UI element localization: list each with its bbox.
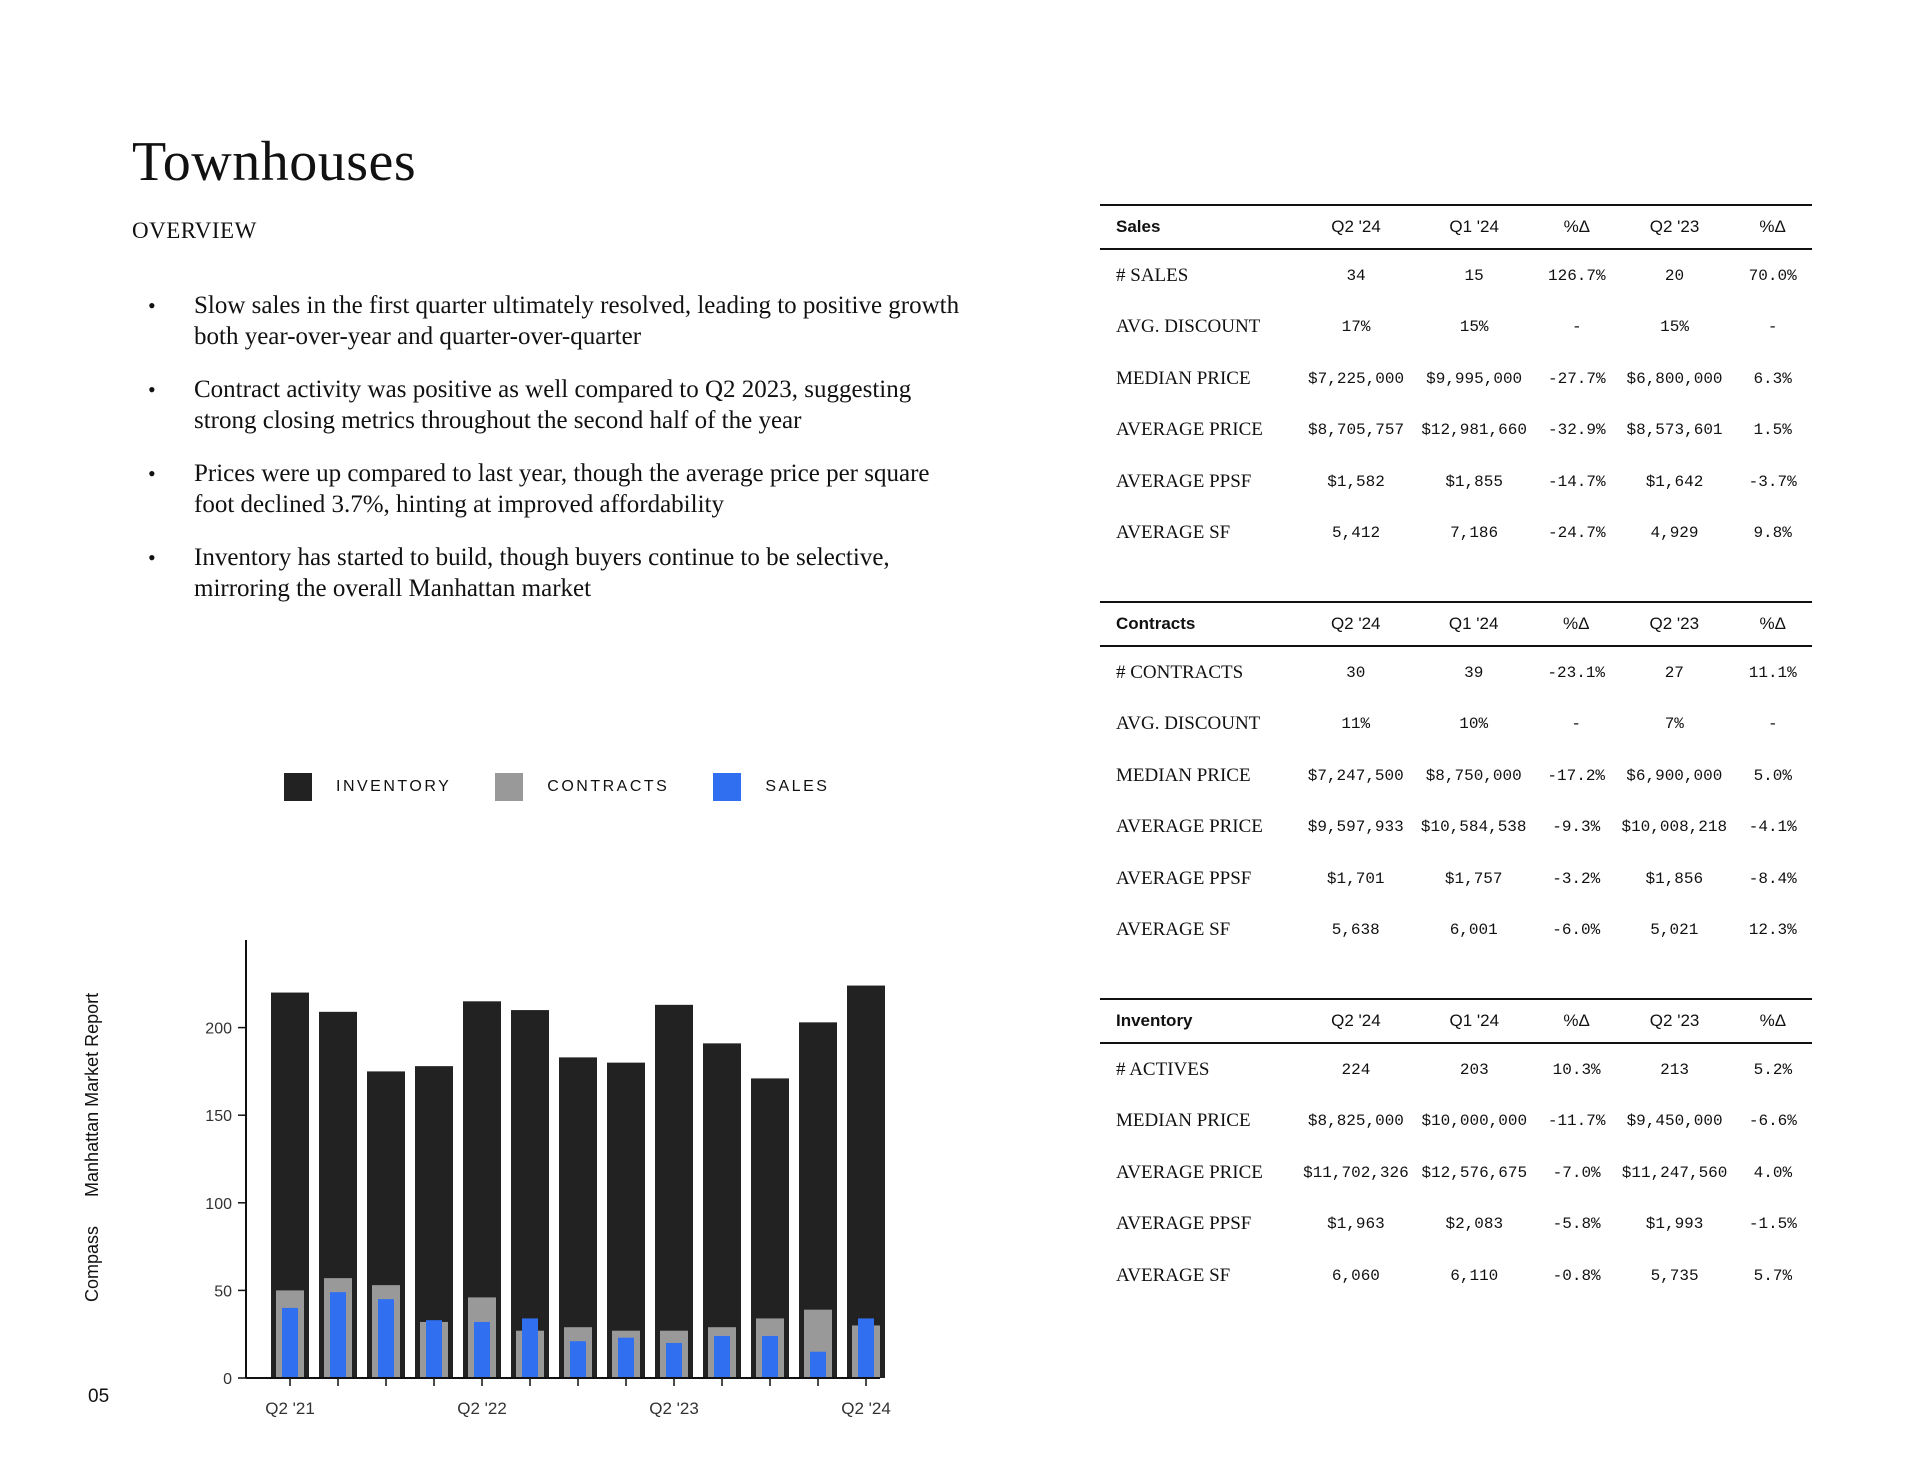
table-cell: $6,900,000 xyxy=(1626,766,1723,785)
table-cell: $11,702,326 xyxy=(1303,1163,1409,1182)
table-cell: - xyxy=(1767,318,1778,337)
table-cell: -3.2% xyxy=(1552,869,1601,888)
table-cell: $1,963 xyxy=(1327,1215,1385,1234)
table-cell: $8,825,000 xyxy=(1307,1112,1404,1131)
table-cell: -9.3% xyxy=(1552,818,1601,837)
table-cell: -24.7% xyxy=(1548,524,1606,543)
overview-bullet-list xyxy=(148,290,968,626)
table-cell: -17.2% xyxy=(1547,766,1606,785)
y-tick-label: 150 xyxy=(205,1108,232,1126)
y-tick-label: 50 xyxy=(214,1283,232,1301)
row-label: # CONTRACTS xyxy=(1116,661,1244,683)
bar-sales xyxy=(570,1341,586,1378)
bar-sales xyxy=(666,1343,682,1378)
table-row xyxy=(1100,249,1812,302)
table-cell: -4.1% xyxy=(1748,818,1797,837)
side-label xyxy=(82,969,103,1302)
table-cell: -5.8% xyxy=(1552,1215,1601,1234)
brand-label: Compass xyxy=(82,1225,102,1302)
chart-legend xyxy=(284,773,873,801)
table-cell: -27.7% xyxy=(1548,369,1606,388)
table-row xyxy=(1100,302,1812,354)
table-row xyxy=(1100,405,1812,457)
table-cell: 39 xyxy=(1464,663,1484,682)
legend-swatch-contracts xyxy=(495,773,523,801)
table-cell: 6,110 xyxy=(1450,1266,1499,1285)
table-cell: $10,584,538 xyxy=(1420,818,1527,837)
bar-sales xyxy=(522,1318,538,1378)
table-cell: - xyxy=(1572,318,1582,337)
bullet-item xyxy=(148,374,968,436)
bullet-dot-icon: • xyxy=(148,293,156,318)
sales-table xyxy=(1100,204,1812,559)
table-header-cell: %Δ xyxy=(1734,602,1812,646)
table-cell: 5,638 xyxy=(1331,921,1380,940)
page-number: 05 xyxy=(88,1386,110,1407)
bullet-item xyxy=(148,458,968,520)
legend-label-contracts: CONTRACTS xyxy=(547,778,670,795)
table-cell: $12,981,660 xyxy=(1421,421,1527,440)
x-tick-label: Q2 '24 xyxy=(841,1399,891,1418)
table-cell: -8.4% xyxy=(1748,869,1797,888)
table-cell: -23.1% xyxy=(1547,663,1606,682)
bullet-text: Slow sales in the first quarter ultimately resolved, leading to positive growth both year-over-year and quarter-over-quarter xyxy=(194,292,960,350)
row-label: AVERAGE SF xyxy=(1116,522,1231,544)
table-cell: 27 xyxy=(1664,663,1684,682)
table-cell: 213 xyxy=(1660,1060,1689,1079)
row-label: AVERAGE PRICE xyxy=(1116,1161,1263,1183)
table-header-cell: Q2 '23 xyxy=(1615,602,1733,646)
legend-item-inventory xyxy=(284,773,451,801)
bullet-text: Contract activity was positive as well compared to Q2 2023, suggesting strong closing metrics throughout the second half of the year xyxy=(194,376,912,434)
row-label: MEDIAN PRICE xyxy=(1116,367,1251,389)
table-cell: 11% xyxy=(1341,715,1371,734)
table-header-cell: Sales xyxy=(1100,205,1302,249)
table-cell: -6.6% xyxy=(1748,1112,1797,1131)
x-tick-label: Q2 '23 xyxy=(649,1399,699,1418)
table-header-cell: %Δ xyxy=(1538,999,1615,1043)
table-cell: -7.0% xyxy=(1552,1163,1601,1182)
table-cell: -32.9% xyxy=(1548,421,1606,440)
bar-sales xyxy=(810,1352,826,1378)
table-header-row xyxy=(1100,205,1812,249)
table-row xyxy=(1100,1043,1812,1096)
bullet-text: Inventory has started to build, though buyers continue to be selective, mirroring the overall Manhattan market xyxy=(194,544,890,602)
table-cell: $9,995,000 xyxy=(1426,369,1523,388)
table-cell: $8,573,601 xyxy=(1626,421,1723,440)
table-row xyxy=(1100,1199,1812,1251)
row-label: MEDIAN PRICE xyxy=(1116,764,1251,786)
bar-sales xyxy=(426,1320,442,1378)
table-cell: $1,855 xyxy=(1445,472,1503,491)
legend-item-contracts xyxy=(495,773,669,801)
table-row xyxy=(1100,508,1812,560)
table-cell: $10,000,000 xyxy=(1421,1112,1528,1131)
table-header-row xyxy=(1100,999,1812,1043)
bar-sales xyxy=(618,1338,634,1378)
x-tick-label: Q2 '21 xyxy=(265,1399,315,1418)
bar-sales xyxy=(858,1318,874,1378)
bullet-text: Prices were up compared to last year, though the average price per square foot declined 3.7%, hinting at improved affordability xyxy=(194,460,930,518)
table-cell: 5,735 xyxy=(1650,1266,1699,1285)
table-cell: $6,800,000 xyxy=(1626,369,1723,388)
table-cell: -0.8% xyxy=(1552,1266,1601,1285)
table-cell: $1,582 xyxy=(1327,472,1385,491)
table-row xyxy=(1100,750,1812,802)
table-cell: $12,576,675 xyxy=(1421,1163,1528,1182)
table-cell: 70.0% xyxy=(1748,266,1797,285)
table-cell: $8,750,000 xyxy=(1425,766,1522,785)
table-cell: $9,597,933 xyxy=(1307,818,1404,837)
contracts-table xyxy=(1100,601,1812,956)
legend-label-inventory: INVENTORY xyxy=(336,778,452,795)
table-cell: $1,757 xyxy=(1444,869,1503,888)
table-cell: 5,412 xyxy=(1332,524,1381,543)
table-cell: 4,929 xyxy=(1650,524,1699,543)
table-cell: $8,705,757 xyxy=(1308,421,1405,440)
table-row xyxy=(1100,853,1812,905)
row-label: AVERAGE PRICE xyxy=(1116,816,1263,838)
x-tick-label: Q2 '22 xyxy=(457,1399,507,1418)
row-label: AVG. DISCOUNT xyxy=(1116,713,1261,735)
table-header-cell: Q2 '24 xyxy=(1301,602,1410,646)
table-cell: $1,701 xyxy=(1326,869,1385,888)
table-cell: 7% xyxy=(1664,715,1684,734)
table-cell: 30 xyxy=(1346,663,1366,682)
y-tick-label: 100 xyxy=(205,1195,232,1213)
table-header-cell: Q1 '24 xyxy=(1410,602,1537,646)
table-cell: -14.7% xyxy=(1548,472,1606,491)
table-header-cell: %Δ xyxy=(1734,999,1812,1043)
bullet-item xyxy=(148,290,968,352)
table-header-cell: Q1 '24 xyxy=(1410,205,1538,249)
table-cell: $10,008,218 xyxy=(1621,818,1728,837)
table-cell: - xyxy=(1767,715,1778,734)
bullet-dot-icon: • xyxy=(148,377,156,402)
table-row xyxy=(1100,802,1812,854)
row-label: AVERAGE PPSF xyxy=(1116,470,1252,492)
table-row xyxy=(1100,699,1812,751)
table-cell: 6,060 xyxy=(1331,1266,1380,1285)
table-cell: 10% xyxy=(1459,715,1489,734)
table-cell: 1.5% xyxy=(1753,421,1792,440)
table-cell: 15 xyxy=(1464,266,1484,285)
table-cell: 5,021 xyxy=(1650,921,1699,940)
y-tick-label: 0 xyxy=(223,1371,232,1388)
table-cell: -3.7% xyxy=(1748,472,1797,491)
legend-label-sales: SALES xyxy=(765,778,830,795)
bar-sales xyxy=(282,1308,298,1378)
row-label: AVG. DISCOUNT xyxy=(1116,316,1261,338)
y-tick-label: 200 xyxy=(205,1020,232,1038)
table-cell: $9,450,000 xyxy=(1626,1112,1723,1131)
row-label: AVERAGE PPSF xyxy=(1116,867,1252,889)
table-cell: 10.3% xyxy=(1552,1060,1601,1079)
table-row xyxy=(1100,1096,1812,1148)
section-subtitle: OVERVIEW xyxy=(132,218,257,243)
table-cell: 12.3% xyxy=(1748,921,1797,940)
row-label: AVERAGE PPSF xyxy=(1116,1213,1252,1235)
table-header-cell: Q2 '23 xyxy=(1615,999,1733,1043)
bar-sales xyxy=(330,1292,346,1378)
table-cell: 224 xyxy=(1341,1060,1371,1079)
table-header-cell: Q2 '24 xyxy=(1301,999,1411,1043)
table-cell: $7,225,000 xyxy=(1308,369,1405,388)
legend-swatch-sales xyxy=(713,773,741,801)
row-label: AVERAGE SF xyxy=(1116,919,1231,941)
row-label: # ACTIVES xyxy=(1116,1058,1210,1080)
table-cell: 5.0% xyxy=(1753,766,1792,785)
table-cell: 6,001 xyxy=(1449,921,1498,940)
table-row xyxy=(1100,353,1812,405)
table-row xyxy=(1100,646,1812,699)
table-cell: $1,856 xyxy=(1645,869,1704,888)
table-header-cell: %Δ xyxy=(1537,602,1615,646)
table-row xyxy=(1100,905,1812,957)
bar-sales xyxy=(762,1336,778,1378)
table-cell: 17% xyxy=(1341,318,1371,337)
legend-item-sales xyxy=(713,773,829,801)
table-cell: -1.5% xyxy=(1748,1215,1797,1234)
table-cell: 20 xyxy=(1664,266,1685,285)
table-cell: 9.8% xyxy=(1753,524,1792,543)
report-label: Manhattan Market Report xyxy=(82,992,102,1197)
bar-sales xyxy=(474,1322,490,1378)
table-cell: $2,083 xyxy=(1445,1215,1504,1234)
row-label: AVERAGE PRICE xyxy=(1116,419,1263,441)
table-header-cell: Q2 '23 xyxy=(1616,205,1734,249)
row-label: # SALES xyxy=(1116,264,1189,286)
bullet-dot-icon: • xyxy=(148,545,156,570)
table-cell: 4.0% xyxy=(1753,1163,1793,1182)
table-cell: $1,642 xyxy=(1645,472,1704,491)
table-header-cell: %Δ xyxy=(1538,205,1616,249)
legend-swatch-inventory xyxy=(284,773,312,801)
table-cell: $7,247,500 xyxy=(1307,766,1404,785)
bullet-dot-icon: • xyxy=(148,461,156,486)
table-row xyxy=(1100,1250,1812,1302)
table-cell: - xyxy=(1571,715,1582,734)
table-cell: 5.2% xyxy=(1753,1060,1793,1079)
table-header-cell: Q1 '24 xyxy=(1411,999,1538,1043)
quarterly-bar-chart xyxy=(180,930,900,1430)
table-cell: $1,993 xyxy=(1645,1215,1704,1234)
bar-sales xyxy=(714,1336,730,1378)
table-header-row xyxy=(1100,602,1812,646)
bullet-item xyxy=(148,542,968,604)
table-cell: 11.1% xyxy=(1748,663,1797,682)
table-row xyxy=(1100,456,1812,508)
table-cell: 15% xyxy=(1459,318,1489,337)
table-cell: 7,186 xyxy=(1450,524,1499,543)
table-cell: 126.7% xyxy=(1548,266,1606,285)
table-cell: 5.7% xyxy=(1753,1266,1793,1285)
bar-inventory xyxy=(655,1005,693,1378)
table-cell: -6.0% xyxy=(1552,921,1601,940)
table-header-cell: Q2 '24 xyxy=(1302,205,1411,249)
table-cell: 203 xyxy=(1459,1060,1489,1079)
table-header-cell: Inventory xyxy=(1100,999,1301,1043)
inventory-table xyxy=(1100,998,1812,1302)
row-label: AVERAGE SF xyxy=(1116,1264,1231,1286)
table-cell: -11.7% xyxy=(1547,1112,1606,1131)
table-cell: 15% xyxy=(1660,318,1689,337)
bar-sales xyxy=(378,1299,394,1378)
table-row xyxy=(1100,1147,1812,1199)
table-cell: 34 xyxy=(1346,266,1366,285)
page-title: Townhouses xyxy=(132,131,417,193)
table-header-cell: %Δ xyxy=(1733,205,1812,249)
row-label: MEDIAN PRICE xyxy=(1116,1110,1251,1132)
table-cell: $11,247,560 xyxy=(1621,1163,1728,1182)
table-cell: 6.3% xyxy=(1753,369,1792,388)
table-header-cell: Contracts xyxy=(1100,602,1301,646)
